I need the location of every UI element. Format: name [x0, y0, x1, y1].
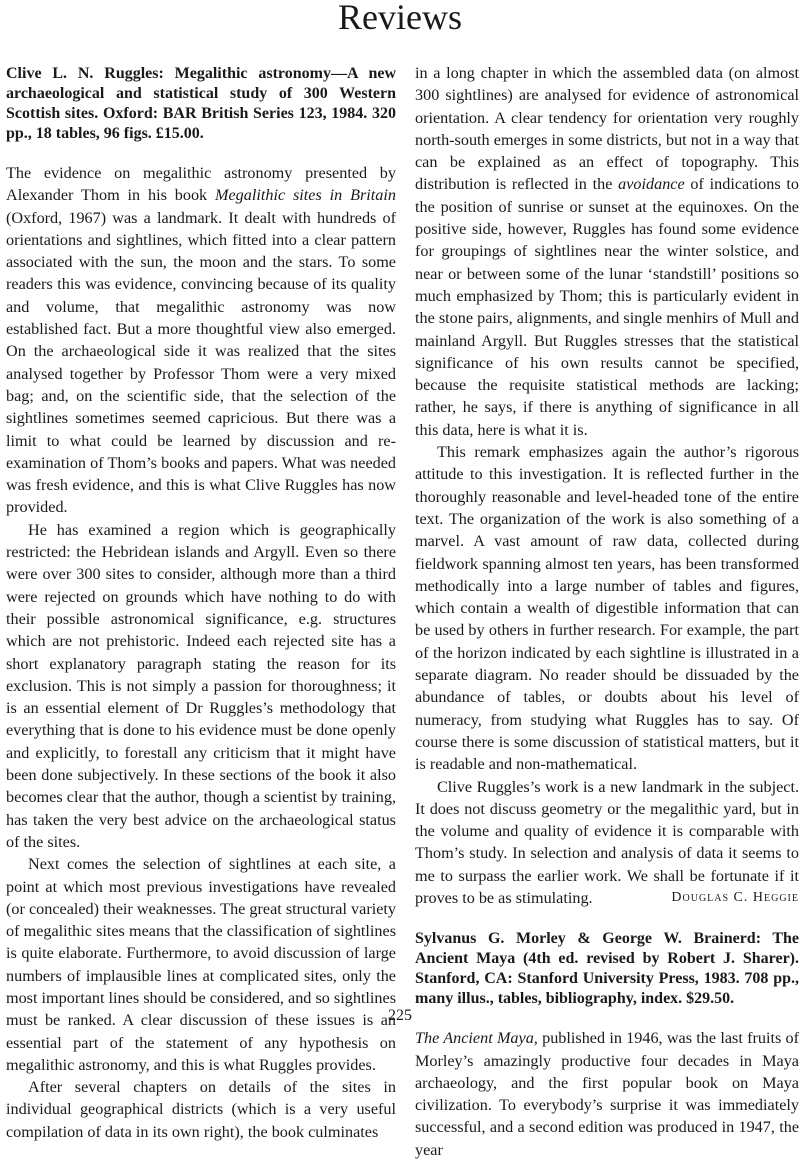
review-paragraph-5: This remark emphasizes again the author’s rigorous attitude to this investigation. It is reflected further in the thoroughly reasonable and level-headed tone of the entire text. The organization of the work is also something of a marvel. A vast amount of raw data, collected during fieldwork spanning almost ten years, has been transformed methodically into a large number of tables and figures, which contain a wealth of digestible information that can be used by others in further research. For example, the part of the horizon indicated by each sightline is illustrated in a separate diagram. No reader should be dissuaded by the abundance of tables, or doubts about his level of numeracy, from studying what Ruggles has to say. Of course there is some discussion of statistical matters, but it is readable and non-mathematical. [415, 443, 799, 774]
left-column [6, 62, 396, 1143]
review2-paragraph-1: The Ancient Maya, published in 1946, was the last fruits of Morley’s amazingly productive four decades in Maya archaeology, and the first popular book on Maya civilization. To everybody’s surprise it was immediately successful, and a second edition was produced in 1947, the year [415, 1029, 799, 1159]
review-paragraph-6: Clive Ruggles’s work is a new landmark in the subject. It does not discuss geometry or the megalithic yard, but in the volume and quality of evidence it is comparable with Thom’s study. In selection and analysis of data it seems to me to surpass the earlier work. We shall be fortunate if it proves to be as stimulating. Douglas C. Heggie [415, 776, 799, 910]
review-paragraph-2: He has examined a region which is geographically restricted: the Hebridean islands and Argyll. Even so there were over 300 sites to consider, although more than a third were rejected on grounds which have nothing to do with their possible astronomical significance, e.g. structures which are not prehistoric. Indeed each rejected site has a short explanatory paragraph stating the reason for its exclusion. This is not simply a passion for thoroughness; it is an essential element of Dr Ruggles’s methodology that everything that is done to his evidence must be done openly and explicitly, to forestall any criticism that it might have been done subjectively. In these sections of the book it also becomes clear that the author, though a scientist by training, has taken the very best advice on the archaeological status of the sites. [6, 520, 396, 851]
review-heading-ruggles: Clive L. N. Ruggles: Megalithic astronomy—A new archaeological and statistical study of 300 Western Scottish sites. Oxford: BAR British Series 123, 1984. 320 pp., 18 tables, 96 figs. £15.00. [6, 65, 396, 142]
page-number: 225 [388, 1007, 412, 1024]
right-column [415, 62, 799, 1161]
review-paragraph-3: Next comes the selection of sightlines at each site, a point at which most previous investigations have revealed (or concealed) their weaknesses. The great structural variety of megalithic sites means that the classification of sightlines is quite elaborate. Furthermore, to avoid discussion of large numbers of implausible lines at complicated sites, only the most important lines should be considered, and so sightlines must be ranked. A clear discussion of these issues is an essential part of the statement of any hypothesis on megalithic astronomy, and this is what Ruggles provides. [6, 855, 396, 1074]
review-paragraph-4: After several chapters on details of the sites in individual geographical districts (which is a very useful compilation of data in its own right), the book culminates [6, 1078, 396, 1141]
review-paragraph-4-continued: in a long chapter in which the assembled data (on almost 300 sightlines) are analysed for evidence of astronomical orientation. A clear tendency for orientation very roughly north-south emerges in some districts, but not in a way that can be explained as an effect of topography. This distribution is reflected in the avoidance of indications to the position of sunrise or sunset at the equinoxes. On the positive side, however, Ruggles has found some evidence for groupings of sightlines near the winter solstice, and near or between some of the lunar ‘standstill’ positions so much emphasized by Thom; this is particularly evident in the stone pairs, alignments, and single menhirs of Mull and mainland Argyll. But Ruggles stresses that the statistical significance of his own results cannot be specified, because the requisite statistical methods are lacking; rather, he says, if there is anything of significance in all this data, here is what it is. [415, 64, 800, 439]
review-paragraph-1: The evidence on megalithic astronomy presented by Alexander Thom in his book Megalithic sites in Britain (Oxford, 1967) was a landmark. It dealt with hundreds of orientations and sightlines, which fitted into a clear pattern associated with the sun, the moon and the stars. To some readers this was evidence, convincing because of its quality and volume, that megalithic astronomy was now established fact. But a more thoughtful view also emerged. On the archaeological side it was realized that the sites analysed together by Professor Thom were a very mixed bag; and, on the scientific side, that the selection of the sightlines sometimes seemed capricious. But there was a limit to what could be learned by discussion and re-examination of Thom’s books and papers. What was needed was fresh evidence, and this is what Clive Ruggles has now provided. [6, 164, 396, 517]
review-heading-morley: Sylvanus G. Morley & George W. Brainerd: The Ancient Maya (4th ed. revised by Robert J. Sharer). Stanford, CA: Stanford University Press, 1983. 708 pp., many illus., tables, bibliography, index. $29.50. [415, 930, 799, 1008]
reviewer-signature: Douglas C. Heggie [671, 889, 799, 905]
page-header: Reviews [338, 0, 462, 37]
